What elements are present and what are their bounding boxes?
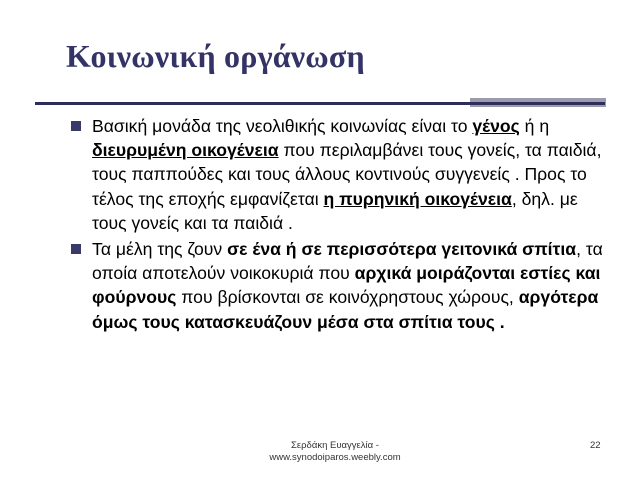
- slide-title: Κοινωνική οργάνωση: [66, 38, 365, 74]
- term-genos: γένος: [472, 116, 520, 136]
- square-bullet-icon: [71, 244, 81, 254]
- footer-website: www.synodoiparos.weebly.com: [269, 452, 401, 463]
- emphasis-neighboring-houses: σε ένα ή σε περισσότερα γειτονικά σπίτια: [227, 239, 577, 260]
- emphasis-inside-houses: αργότερα όμως τους κατασκευάζουν μέσα στα σπίτια τους .: [92, 287, 599, 332]
- bullet-item-family: [70, 114, 610, 235]
- title-divider: [35, 102, 605, 105]
- square-bullet-icon: [71, 121, 81, 131]
- page-number: 22: [590, 440, 601, 451]
- bullet-text: που βρίσκονται σε κοινόχρηστους χώρους,: [176, 287, 519, 308]
- slide-content: [70, 114, 610, 336]
- bullet-item-households: [70, 237, 610, 334]
- term-extended-family: διευρυμένη οικογένεια: [92, 140, 279, 161]
- term-nuclear-family: η πυρηνική οικογένεια: [323, 188, 512, 209]
- slide-footer: [260, 440, 410, 464]
- bullet-text: Τα μέλη της ζουν: [92, 239, 228, 260]
- bullet-text: , τα οποία αποτελούν νοικοκυριά που: [92, 239, 603, 284]
- footer-author: Σερδάκη Ευαγγελία -: [291, 440, 379, 451]
- bullet-text: ή η: [519, 116, 550, 136]
- emphasis-shared-hearths: αρχικά μοιράζονται εστίες και φούρνους: [92, 263, 601, 308]
- bullet-text: που περιλαμβάνει τους γονείς, τα παιδιά, τους παππούδες και τους άλλους κοντινούς συγγενείς . Προς το τέλος της εποχής εμφανίζεται: [92, 140, 602, 209]
- bullet-text: Βασική μονάδα της νεολιθικής κοινωνίας είναι το: [92, 116, 473, 136]
- bullet-text: , δηλ. με τους γονείς και τα παιδιά .: [92, 188, 578, 233]
